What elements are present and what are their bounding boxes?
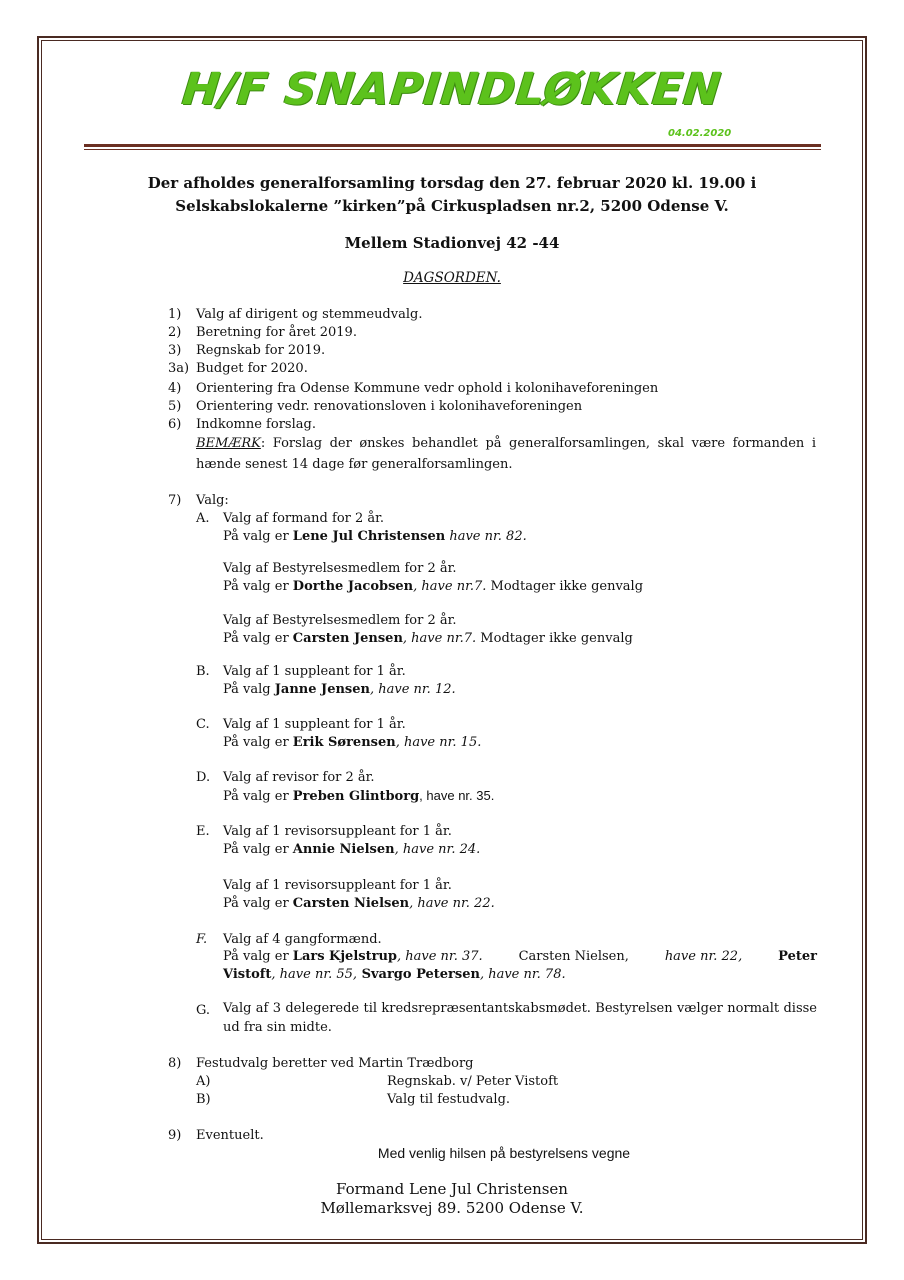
election-title: Valg af 1 suppleant for 1 år. [223, 664, 406, 679]
agenda-item-text: Orientering vedr. renovationsloven i kolonihaveforeningen [196, 399, 583, 414]
agenda-item-number: 5) [168, 399, 182, 414]
closing-greeting: Med venlig hilsen på bestyrelsens vegne [377, 1145, 631, 1161]
agenda-item-number: 8) [168, 1056, 182, 1071]
header-rule-thick [84, 144, 821, 147]
election-letter: A. [196, 511, 210, 526]
election-title: Valg af formand for 2 år. [223, 511, 385, 526]
sub-item-text: Regnskab. v/ Peter Vistoft [387, 1074, 559, 1089]
election-letter: C. [196, 717, 210, 732]
election-candidate: På valg er Lene Jul Christensen have nr. 82. [223, 529, 527, 544]
agenda-item-text: Indkomne forslag. [196, 417, 316, 432]
document-date: 04.02.2020 [668, 128, 732, 139]
note-text: : Forslag der ønskes behandlet på generalforsamlingen, skal være formanden i hænde senest 14 dage før generalforsamlingen. [196, 436, 816, 472]
agenda-item-text: Budget for 2020. [196, 361, 308, 376]
election-candidate: På valg Janne Jensen, have nr. 12. [223, 682, 456, 697]
election-title: Valg af 1 revisorsuppleant for 1 år. [223, 824, 452, 839]
agenda-item-number: 3) [168, 343, 182, 358]
election-candidate: På valg er Erik Sørensen, have nr. 15. [223, 735, 482, 750]
agenda-item-number: 6) [168, 417, 182, 432]
sub-item-letter: A) [196, 1074, 211, 1089]
election-candidate: På valg er Preben Glintborg, have nr. 35. [223, 788, 495, 804]
note-label: BEMÆRK [196, 436, 261, 451]
delegates-text: Valg af 3 delegerede til kredsrepræsentantskabsmødet. Bestyrelsen vælger normalt disse ud fra sin midte. [223, 1001, 817, 1035]
election-letter: G. [196, 1003, 211, 1018]
proposal-note [196, 433, 816, 475]
agenda-item-number: 7) [168, 493, 182, 508]
election-title: Valg af 1 revisorsuppleant for 1 år. [223, 878, 452, 893]
agenda-item-text: Valg af dirigent og stemmeudvalg. [196, 307, 423, 322]
signer-name: Formand Lene Jul Christensen [336, 1180, 568, 1198]
agenda-item-text: Festudvalg beretter ved Martin Trædborg [196, 1056, 474, 1071]
election-letter: E. [196, 824, 210, 839]
election-title: Valg af revisor for 2 år. [223, 770, 375, 785]
agenda-item-number: 4) [168, 381, 182, 396]
agenda-item-number: 3a) [168, 361, 190, 376]
election-candidate: På valg er Dorthe Jacobsen, have nr.7. Modtager ikke genvalg [223, 579, 644, 594]
election-candidates-line-1: På valg er Lars Kjelstrup, have nr. 37. Carsten Nielsen, have nr. 22, Peter [223, 949, 817, 964]
election-candidate: På valg er Carsten Jensen, have nr.7. Modtager ikke genvalg [223, 631, 633, 646]
election-letter: F. [196, 932, 208, 947]
election-letter: D. [196, 770, 211, 785]
intro-line-1: Der afholdes generalforsamling torsdag den 27. februar 2020 kl. 19.00 i [147, 174, 757, 192]
election-title: Valg af Bestyrelsesmedlem for 2 år. [223, 613, 457, 628]
intro-line-2: Selskabslokalerne ”kirken”på Cirkuspladsen nr.2, 5200 Odense V. [175, 197, 729, 215]
intro-line-3: Mellem Stadionvej 42 -44 [344, 234, 560, 252]
election-candidates-line-2: Vistoft, have nr. 55, Svargo Petersen, have nr. 78. [223, 967, 566, 982]
sub-item-text: Valg til festudvalg. [387, 1092, 511, 1107]
agenda-item-text: Beretning for året 2019. [196, 325, 357, 340]
agenda-heading: DAGSORDEN. [403, 270, 501, 286]
agenda-item-text: Regnskab for 2019. [196, 343, 326, 358]
election-candidate: På valg er Annie Nielsen, have nr. 24. [223, 842, 481, 857]
agenda-item-text: Valg: [196, 493, 229, 508]
agenda-item-number: 9) [168, 1128, 182, 1143]
election-title: Valg af Bestyrelsesmedlem for 2 år. [223, 561, 457, 576]
election-title: Valg af 1 suppleant for 1 år. [223, 717, 406, 732]
election-candidate: På valg er Carsten Nielsen, have nr. 22. [223, 896, 495, 911]
agenda-item-number: 1) [168, 307, 182, 322]
sub-item-letter: B) [196, 1092, 211, 1107]
page-title: H/F SNAPINDLØKKEN [179, 64, 725, 115]
agenda-item-number: 2) [168, 325, 182, 340]
agenda-item-text: Orientering fra Odense Kommune vedr ophold i kolonihaveforeningen [196, 381, 659, 396]
election-letter: B. [196, 664, 210, 679]
election-title: Valg af 4 gangformænd. [223, 932, 382, 947]
header-rule-thin [84, 149, 821, 150]
signer-address: Møllemarksvej 89. 5200 Odense V. [320, 1199, 584, 1217]
agenda-item-text: Eventuelt. [196, 1128, 264, 1143]
